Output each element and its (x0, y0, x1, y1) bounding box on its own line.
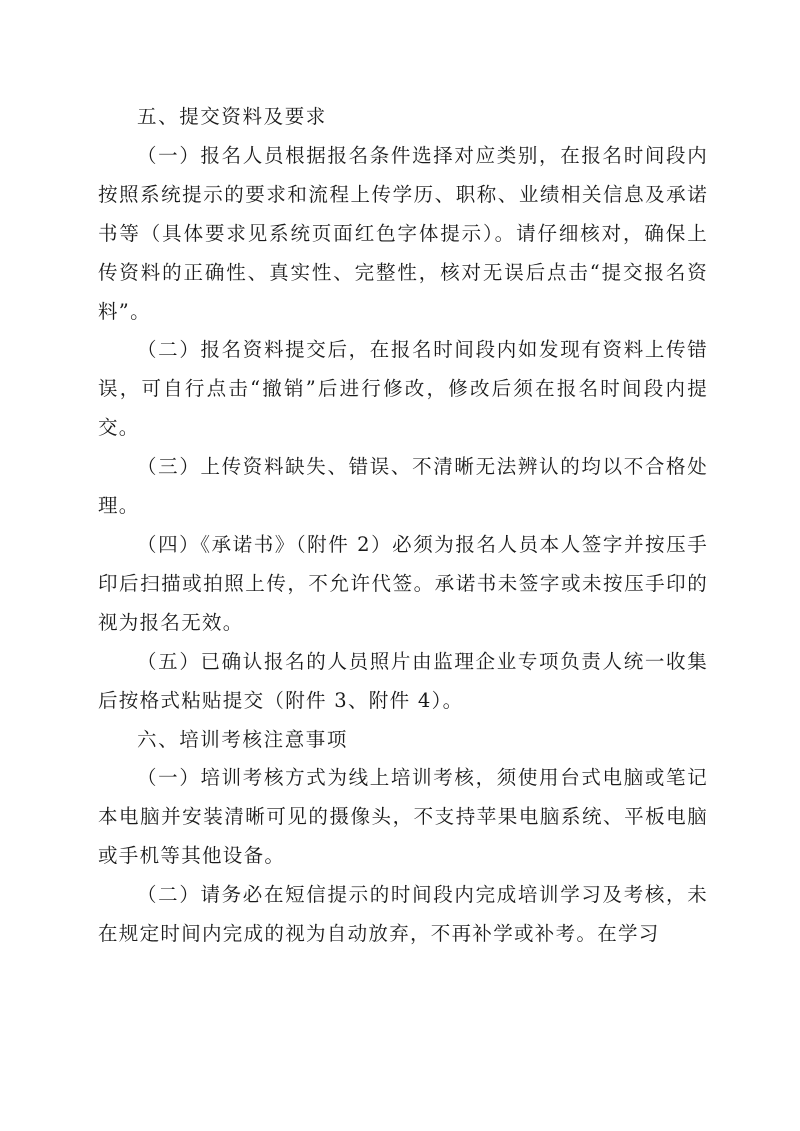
paragraph-submission-4: （四）《承诺书》（附件 2）必须为报名人员本人签字并按压手印后扫描或拍照上传，不允许代签。承诺书未签字或未按压手印的视为报名无效。 (98, 532, 708, 634)
paragraph-submission-5: （五）已确认报名的人员照片由监理企业专项负责人统一收集后按格式粘贴提交（附件 3、附件 4）。 (98, 649, 708, 712)
paragraph-submission-2: （二）报名资料提交后，在报名时间段内如发现有资料上传错误，可自行点击“撤销”后进行修改，修改后须在报名时间段内提交。 (98, 338, 708, 440)
section-heading-submission: 五、提交资料及要求 (137, 105, 327, 128)
paragraph-submission-3: （三）上传资料缺失、错误、不清晰无法辨认的均以不合格处理。 (98, 455, 708, 518)
document-body (98, 98, 708, 954)
paragraph-training-2: （二）请务必在短信提示的时间段内完成培训学习及考核，未在规定时间内完成的视为自动放弃，不再补学或补考。在学习 (98, 883, 708, 946)
paragraph-submission-1: （一）报名人员根据报名条件选择对应类别，在报名时间段内按照系统提示的要求和流程上传学历、职称、业绩相关信息及承诺书等（具体要求见系统页面红色字体提示）。请仔细核对，确保上传资料的正确性、真实性、完整性，核对无误后点击“提交报名资料”。 (98, 143, 708, 323)
paragraph-training-1: （一）培训考核方式为线上培训考核，须使用台式电脑或笔记本电脑并安装清晰可见的摄像头，不支持苹果电脑系统、平板电脑或手机等其他设备。 (98, 766, 708, 868)
section-heading-training: 六、培训考核注意事项 (137, 727, 349, 751)
